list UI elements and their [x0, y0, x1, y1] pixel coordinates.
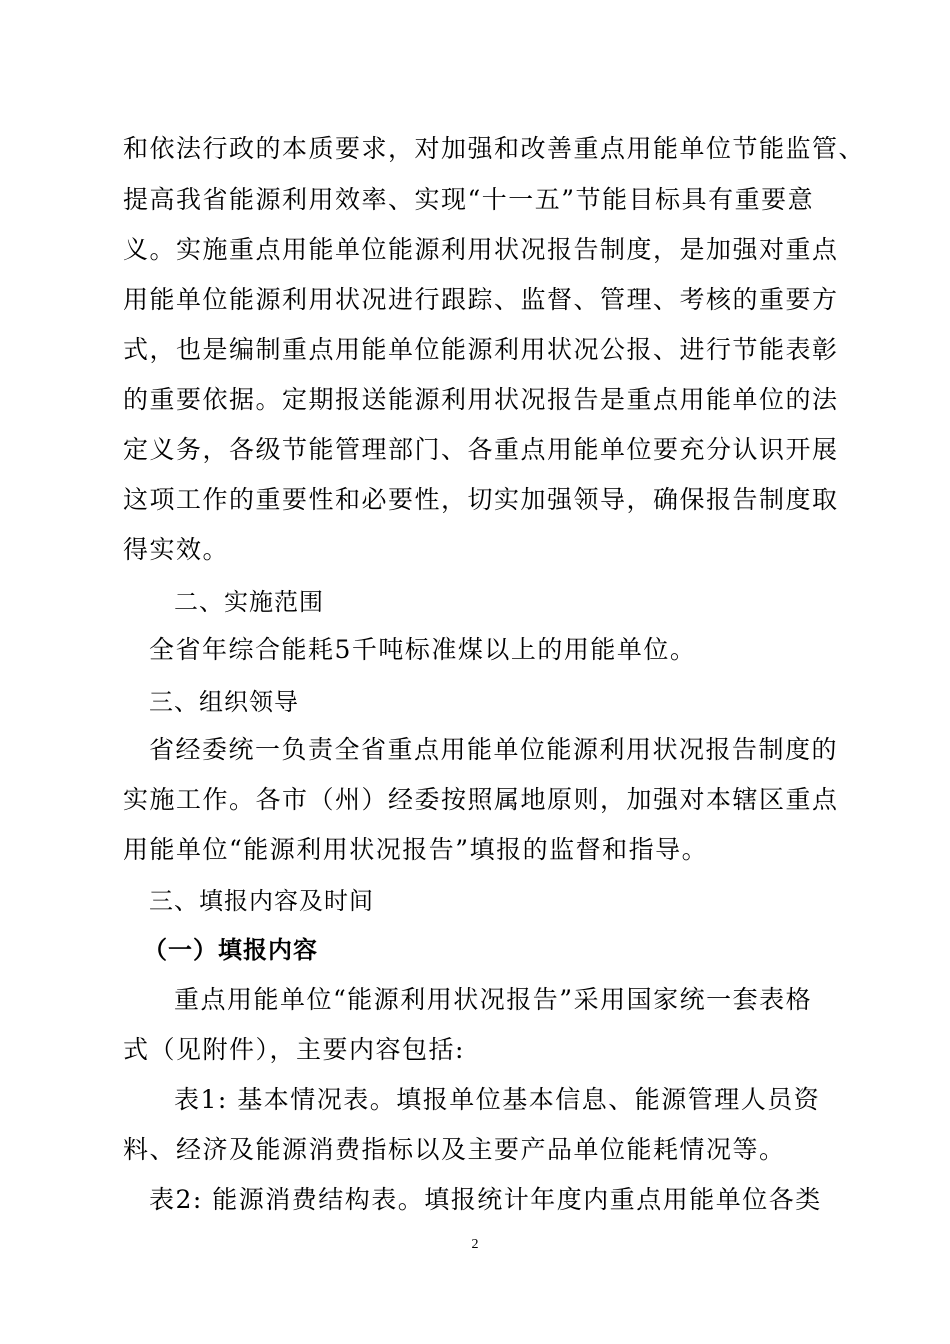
section-heading: 三、组织领导: [149, 688, 299, 716]
body-text-line: 表2: 能源消费结构表。填报统计年度内重点用能单位各类: [149, 1185, 822, 1214]
body-text-line: 重点用能单位“能源利用状况报告”采用国家统一套表格: [174, 985, 813, 1014]
body-text-line: 用能单位能源利用状况进行跟踪、监督、管理、考核的重要方: [123, 285, 839, 314]
body-text-line: 全省年综合能耗5千吨标准煤以上的用能单位。: [149, 635, 697, 664]
body-text-line: 式，也是编制重点用能单位能源利用状况公报、进行节能表彰: [123, 335, 839, 364]
subsection-heading: （一）填报内容: [143, 936, 318, 964]
body-text-line: 义。实施重点用能单位能源利用状况报告制度，是加强对重点: [123, 235, 839, 264]
section-heading: 三、填报内容及时间: [149, 887, 374, 915]
page-number: 2: [471, 1237, 479, 1252]
body-text-line: 省经委统一负责全省重点用能单位能源利用状况报告制度的: [149, 735, 839, 764]
section-heading: 二、实施范围: [174, 588, 324, 616]
body-text-line: 表1: 基本情况表。填报单位基本信息、能源管理人员资: [174, 1085, 821, 1114]
body-text-line: 式（见附件），主要内容包括:: [123, 1035, 465, 1064]
body-text-line: 这项工作的重要性和必要性，切实加强领导，确保报告制度取: [123, 485, 839, 514]
body-text-line: 的重要依据。定期报送能源利用状况报告是重点用能单位的法: [123, 385, 839, 414]
body-text-line: 用能单位“能源利用状况报告”填报的监督和指导。: [123, 835, 709, 864]
body-text-line: 和依法行政的本质要求，对加强和改善重点用能单位节能监管、: [123, 134, 866, 163]
body-text-line: 得实效。: [123, 535, 230, 564]
body-text-line: 定义务，各级节能管理部门、各重点用能单位要充分认识开展: [123, 435, 839, 464]
body-text-line: 实施工作。各市（州）经委按照属地原则，加强对本辖区重点: [123, 785, 839, 814]
body-text-line: 料、经济及能源消费指标以及主要产品单位能耗情况等。: [123, 1135, 786, 1164]
body-text-line: 提高我省能源利用效率、实现“十一五”节能目标具有重要意: [123, 185, 815, 214]
